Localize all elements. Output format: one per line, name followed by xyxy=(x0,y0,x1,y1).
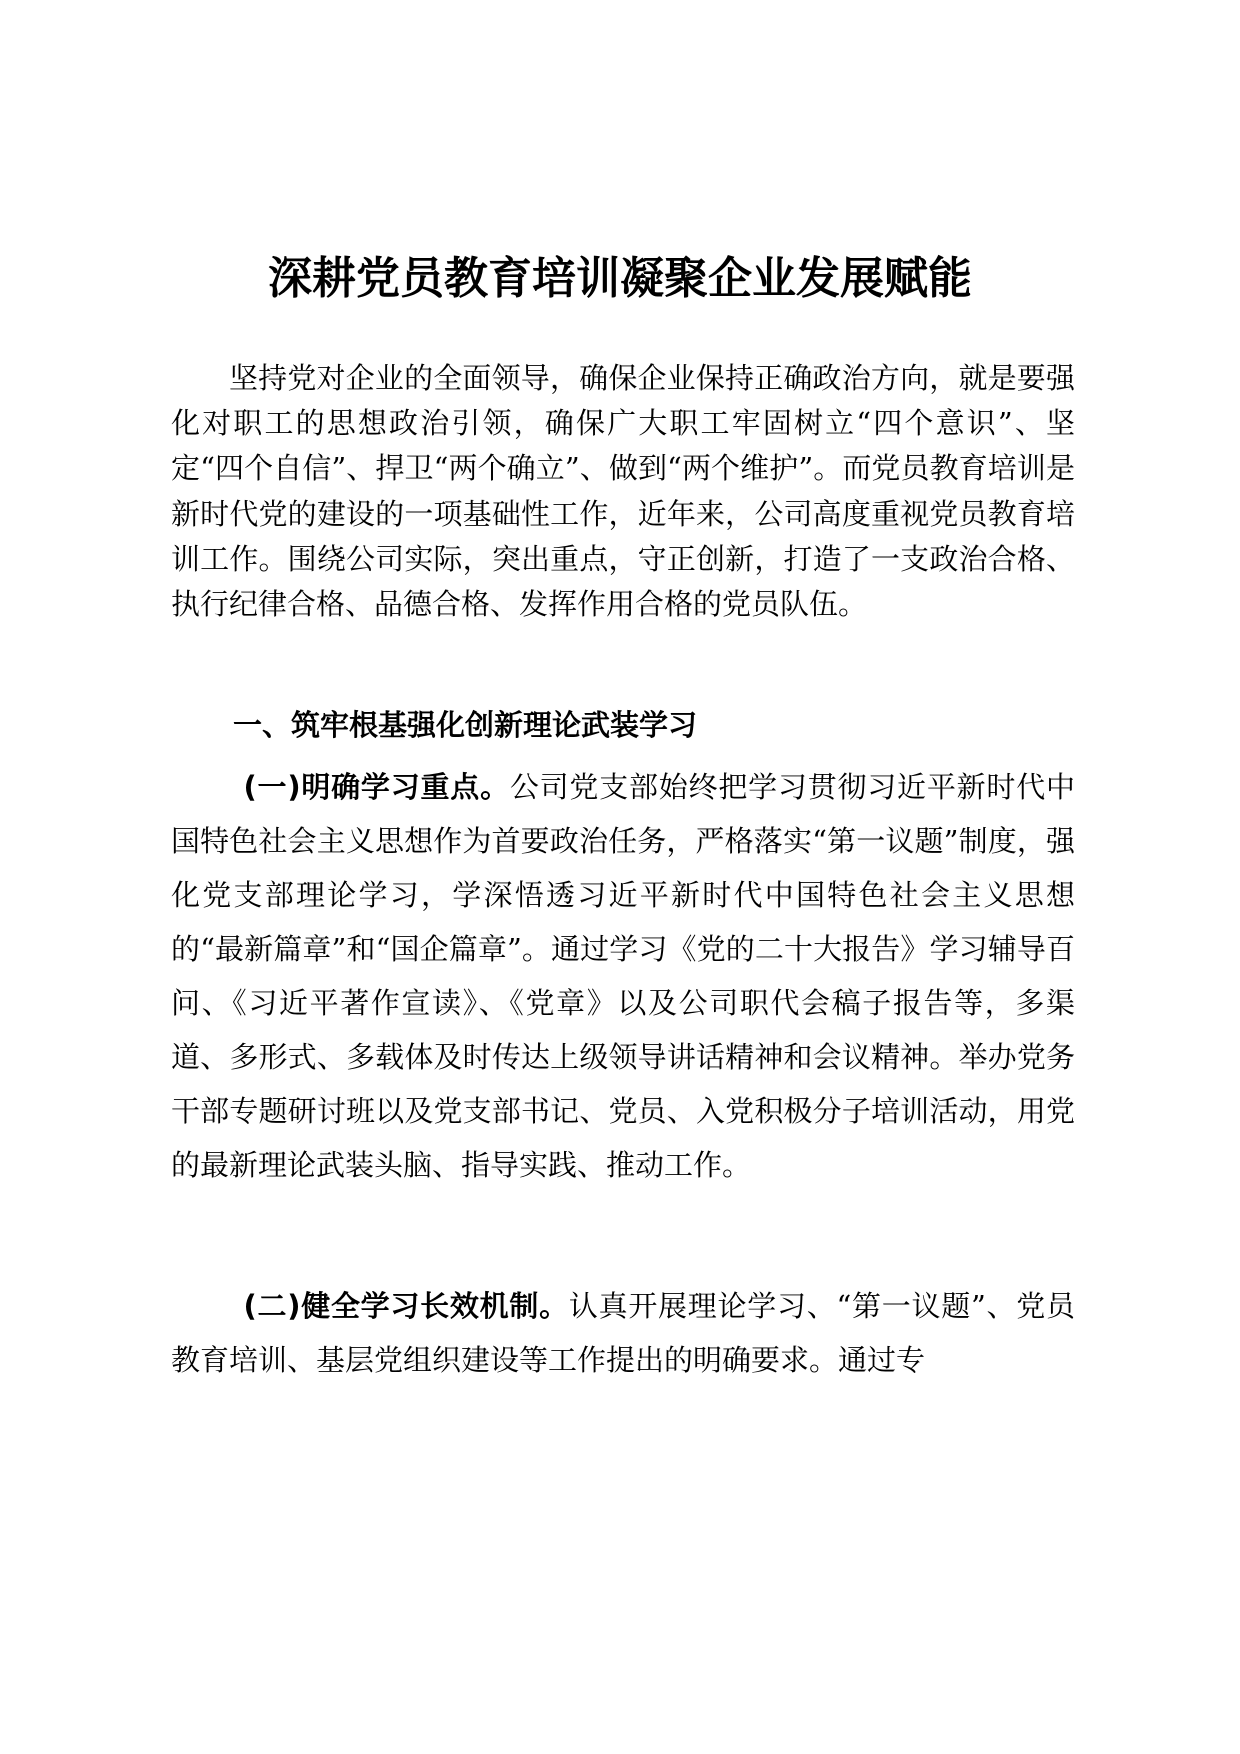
section-heading: 一、筑牢根基强化创新理论武装学习 xyxy=(233,708,698,742)
intro-paragraph: 坚持党对企业的全面领导，确保企业保持正确政治方向，就是要强化对职工的思想政治引领，确保广大职工牢固树立“四个意识”、坚定“四个自信”、捍卫“两个确立”、做到“两个维护”。而党员教育培训是新时代党的建设的一项基础性工作，近年来，公司高度重视党员教育培训工作。围绕公司实际，突出重点，守正创新，打造了一支政治合格、执行纪律合格、品德合格、发挥作用合格的党员队伍。 xyxy=(171,361,1075,622)
paragraph-study-focus xyxy=(171,760,1075,1192)
document-title: 深耕党员教育培训凝聚企业发展赋能 xyxy=(268,253,972,305)
paragraph-lead-long-term-mechanism: (二)健全学习长效机制。 xyxy=(243,1289,569,1323)
paragraph-text-study-focus: 公司党支部始终把学习贯彻习近平新时代中国特色社会主义思想作为首要政治任务，严格落实“第一议题”制度，强化党支部理论学习，学深悟透习近平新时代中国特色社会主义思想的“最新篇章”和“国企篇章”。通过学习《党的二十大报告》学习辅导百问、《习近平著作宣读》、《党章》以及公司职代会稿子报告等，多渠道、多形式、多载体及时传达上级领导讲话精神和会议精神。举办党务干部专题研讨班以及党支部书记、党员、入党积极分子培训活动，用党的最新理论武装头脑、指导实践、推动工作。 xyxy=(171,770,1075,1182)
paragraph-long-term-mechanism xyxy=(171,1279,1075,1387)
paragraph-lead-study-focus: (一)明确学习重点。 xyxy=(243,770,510,804)
paragraph-text-long-term-mechanism: 认真开展理论学习、“第一议题”、党员教育培训、基层党组织建设等工作提出的明确要求。通过专 xyxy=(171,1289,1075,1377)
